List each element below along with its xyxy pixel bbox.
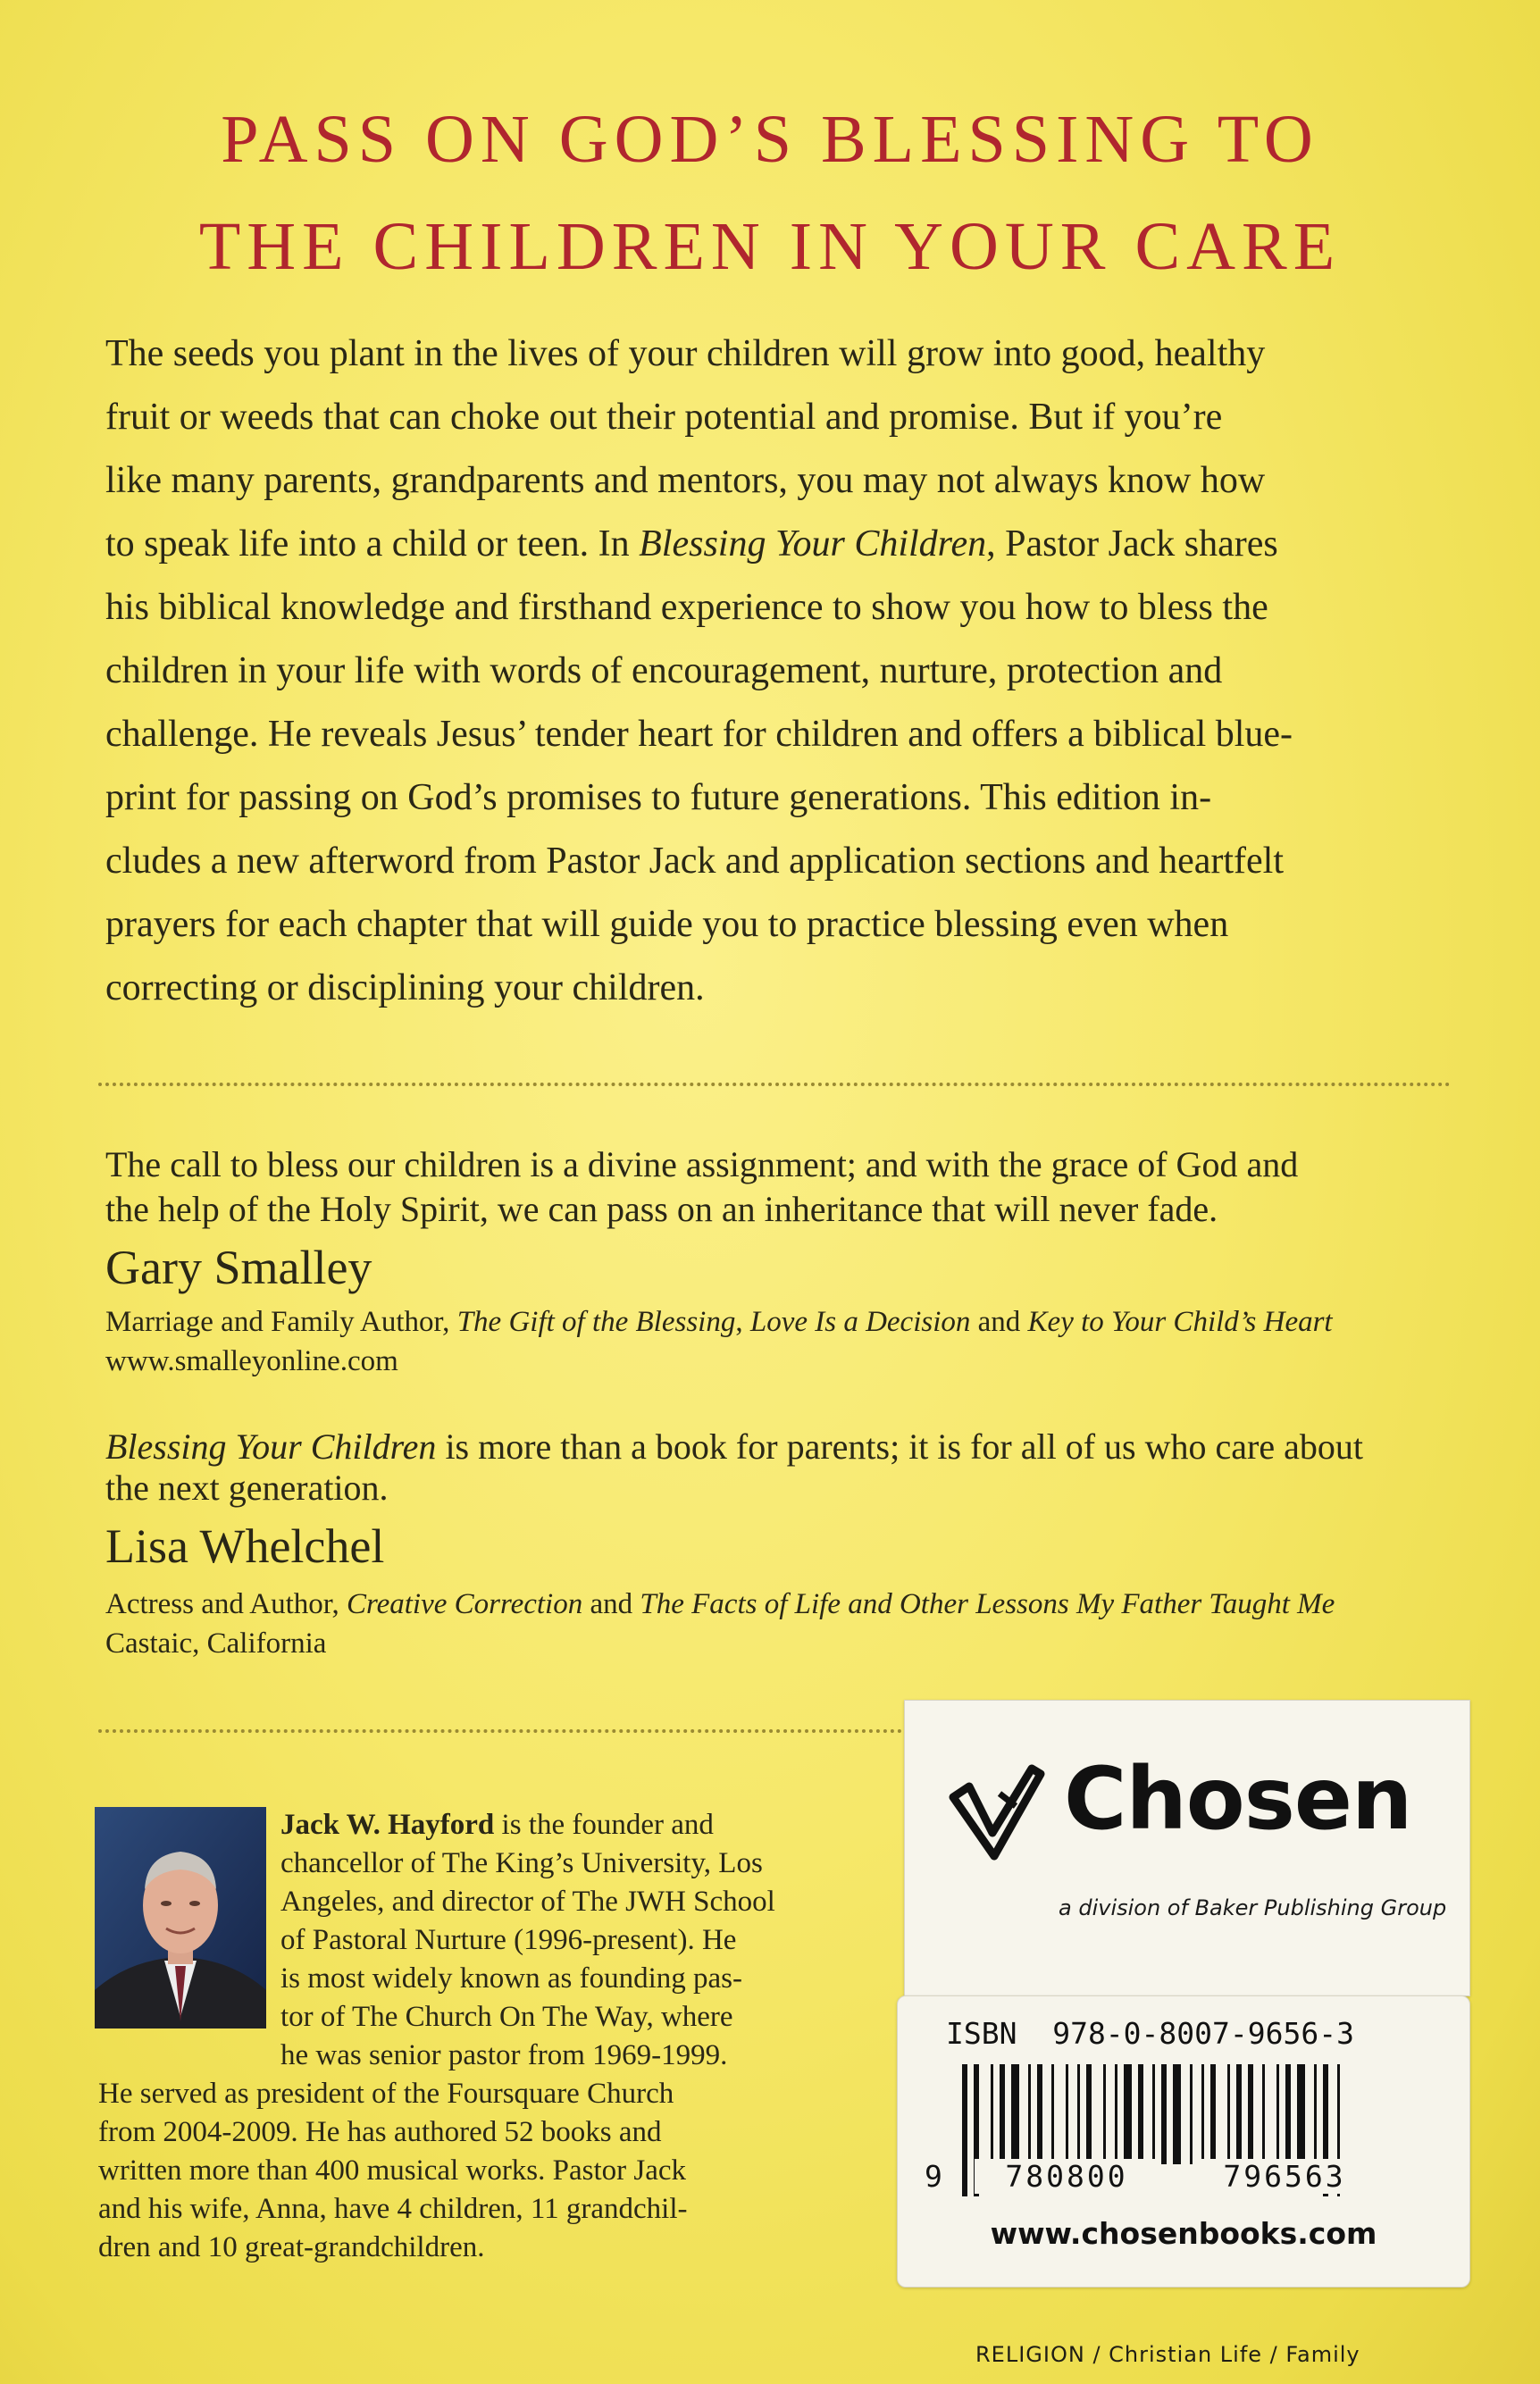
barcode-bar [1190,2064,1193,2164]
barcode-digit-first: 9 [925,2159,942,2194]
bio-line: of Pastoral Nurture (1996-present). He [280,1924,737,1956]
bio-line: He served as president of the Foursquare Church [98,2078,674,2110]
headline-line-1: PASS ON GOD’S BLESSING TO [221,102,1319,177]
barcode-bar [1161,2064,1167,2164]
barcode-bar [1115,2064,1117,2164]
endorsement-website: www.smalleyonline.com [105,1345,398,1377]
bio-line: Jack W. Hayford is the founder and [280,1809,714,1841]
bio-line: and his wife, Anna, have 4 children, 11 grandchil- [98,2193,688,2225]
endorsement-quote-line: Blessing Your Children is more than a book for parents; it is for all of us who care about [105,1426,1363,1467]
description-line: fruit or weeds that can choke out their potential and promise. But if you’re [105,397,1223,438]
barcode-bar [1152,2064,1155,2164]
author-portrait-image [95,1807,266,2028]
bio-author-name: Jack W. Hayford [280,1809,495,1841]
endorsement-author: Lisa Whelchel [105,1519,385,1573]
barcode-bar [1173,2064,1181,2164]
description-line: print for passing on God’s promises to future generations. This edition in- [105,777,1212,818]
barcode-bar [1314,2064,1317,2164]
barcode-bar [1086,2064,1092,2164]
barcode-bar [1011,2064,1019,2164]
bio-line: is most widely known as founding pas- [280,1962,742,1995]
category-label: RELIGION / Christian Life / Family [975,2342,1360,2367]
endorsement-credentials: Actress and Author, Creative Correction and The Facts of Life and Other Lessons My Father Taught Me [105,1588,1335,1620]
description-line: The seeds you plant in the lives of your children will grow into good, healthy [105,333,1266,374]
barcode-bar [1066,2064,1068,2164]
barcode-bar [1138,2064,1143,2164]
barcode-bar [1000,2064,1005,2164]
description-line: correcting or disciplining your children. [105,967,705,1008]
barcode-digit-group-2: 796563 [1193,2159,1377,2194]
bio-line: he was senior pastor from 1969-1999. [280,2039,728,2071]
publisher-name: Chosen [1064,1749,1412,1849]
barcode-bar [1103,2064,1106,2164]
barcode-bar [1276,2064,1279,2164]
publisher-sticker [904,1700,1470,1996]
barcode-bar [1028,2064,1031,2164]
isbn-label: ISBN 978-0-8007-9656-3 [946,2016,1354,2051]
publisher-division: a division of Baker Publishing Group [1059,1895,1447,1920]
barcode-bar [962,2064,967,2196]
description-line: cludes a new afterword from Pastor Jack and application sections and heartfelt [105,841,1285,882]
description-line: like many parents, grandparents and mentors, you may not always know how [105,460,1266,501]
bio-line: tor of The Church On The Way, where [280,2001,733,2033]
barcode-bar [1236,2064,1242,2164]
description-line [105,523,1278,565]
description-line: children in your life with words of encouragement, nurture, protection and [105,650,1223,691]
book-title: Blessing Your Children [639,523,987,565]
endorsement-quote-line: the next generation. [105,1468,389,1508]
description-line: challenge. He reveals Jesus’ tender heart for children and offers a biblical blue- [105,714,1293,755]
description-line: prayers for each chapter that will guide you to practice blessing even when [105,904,1229,945]
description-text: to speak life into a child or teen. In [105,523,640,565]
endorsement-credentials: Marriage and Family Author, The Gift of the Blessing, Love Is a Decision and Key to Your Child’s Heart [105,1306,1333,1338]
endorsement-location: Castaic, California [105,1627,327,1660]
barcode-bar [991,2064,993,2164]
author-photo [95,1807,266,2028]
bio-line: chancellor of The King’s University, Los [280,1847,763,1879]
description-text: , Pastor Jack shares [986,523,1278,565]
barcode-bar [1124,2064,1132,2164]
dotted-divider [98,1083,1451,1086]
endorsement-quote-line: The call to bless our children is a divine assignment; and with the grace of God and [105,1144,1299,1184]
isbn-barcode-sticker [897,1995,1470,2288]
barcode-bar [1285,2064,1291,2164]
bio-line: dren and 10 great-grandchildren. [98,2231,485,2263]
barcode-bar [1201,2064,1204,2164]
barcode-digit-group-1: 780800 [975,2159,1159,2194]
barcode-bar [1227,2064,1230,2164]
barcode-bar [1051,2064,1054,2164]
bio-line: Angeles, and director of The JWH School [280,1886,775,1918]
bio-line: written more than 400 musical works. Pastor Jack [98,2154,687,2187]
barcode-bar [1297,2064,1305,2164]
bio-line: from 2004-2009. He has authored 52 books and [98,2116,662,2148]
endorsement-author: Gary Smalley [105,1241,372,1294]
endorsement-quote-line: the help of the Holy Spirit, we can pass on an inheritance that will never fade. [105,1189,1218,1229]
barcode-bar [1248,2064,1253,2164]
description-line: his biblical knowledge and firsthand experience to show you how to bless the [105,587,1268,628]
publisher-website: www.chosenbooks.com [990,2216,1377,2251]
chosen-checkmark-icon [948,1763,1046,1863]
barcode-bar [1077,2064,1080,2164]
dotted-divider [98,1729,902,1733]
barcode-bar [1037,2064,1042,2164]
barcode-bar [1262,2064,1265,2164]
barcode-bar [1210,2064,1216,2164]
headline-line-2: THE CHILDREN IN YOUR CARE [198,209,1342,284]
